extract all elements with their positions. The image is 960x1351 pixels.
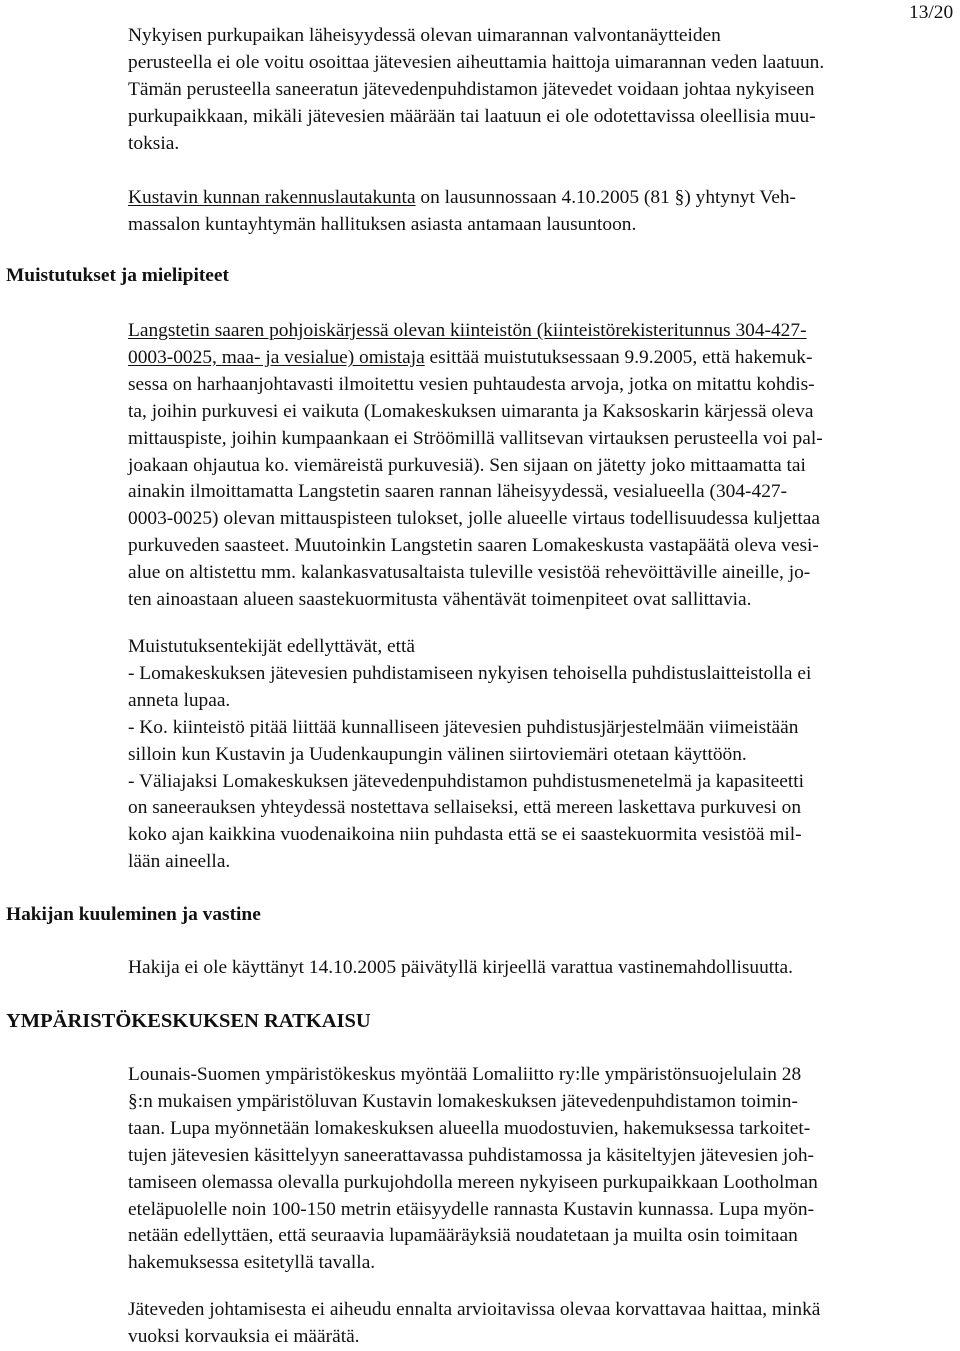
objection-paragraph: [128, 318, 954, 614]
text-line: vuoksi korvauksia ei määrätä.: [128, 1325, 360, 1347]
requirements-paragraph: [128, 634, 954, 876]
text-line: ta, joihin purkuvesi ei vaikuta (Lomakeskuksen uimaranta ja Kaksoskarin kärjessä oleva: [128, 400, 814, 422]
section-heading-decision: YMPÄRISTÖKESKUKSEN RATKAISU: [6, 1010, 371, 1032]
hearing-paragraph: [128, 955, 954, 982]
text-line: Tämän perusteella saneeratun jätevedenpuhdistamon jätevedet voidaan johtaa nykyiseen: [128, 78, 815, 100]
text-line: joakaan ohjautua ko. viemäreistä purkuvesiä). Sen sijaan on jätetty joko mittaamatta tai: [128, 454, 806, 476]
text-line: hakemuksessa esitetyllä tavalla.: [128, 1252, 376, 1274]
text-line: purkupaikkaan, mikäli jätevesien määrään tai laatuun ei ole odotettavissa oleellisia muu-: [128, 105, 816, 127]
text-line: ten ainoastaan alueen saastekuormitusta vähentävät toimenpiteet ovat sallittavia.: [128, 589, 752, 611]
text-line: lään aineella.: [128, 851, 231, 873]
text-line: massalon kuntayhtymän hallituksen asiasta antamaan lausuntoon.: [128, 213, 637, 235]
text-line: perusteella ei ole voitu osoittaa jätevesien aiheuttamia haittoja uimarannan veden laatuun.: [128, 51, 825, 73]
text-line: [128, 185, 954, 212]
text-line: Muistutuksentekijät edellyttävät, että: [128, 636, 416, 657]
intro-paragraph: [128, 23, 954, 158]
text-line: toksia.: [128, 132, 180, 154]
text-line: Lounais-Suomen ympäristökeskus myöntää Lomaliitto ry:lle ympäristönsuojelulain 28: [128, 1064, 802, 1085]
text-line: ainakin ilmoittamatta Langstetin saaren rannan läheisyydessä, vesialueella (304-427-: [128, 481, 788, 503]
text-line: alue on altistettu mm. kalankasvatusaltaista tuleville vesistöä rehevöittäville aineille, jo-: [128, 562, 811, 584]
statement-text: on lausunnossaan 4.10.2005 (81 §) yhtynyt Veh-: [415, 187, 796, 208]
text-line: [128, 318, 954, 345]
owner-underlined: 0003-0025, maa- ja vesialue) omistaja: [128, 346, 425, 368]
text-line: [128, 345, 954, 372]
text-line: - Väliajaksi Lomakeskuksen jätevedenpuhdistamon puhdistusmenetelmä ja kapasiteetti: [128, 770, 804, 792]
text-line: purkuveden saasteet. Muutoinkin Langstetin saaren Lomakeskusta vastapäätä oleva vesi-: [128, 535, 819, 557]
text-line: sessa on harhaanjohtavasti ilmoitettu vesien puhtaudesta arvoja, jotka on mitattu kohdis-: [128, 373, 815, 395]
property-description-underlined: Langstetin saaren pohjoiskärjessä olevan kiinteistön (kiinteistörekisteritunnus 304-427-: [128, 320, 807, 341]
closing-paragraph: [128, 1297, 954, 1351]
authority-name-underlined: Kustavin kunnan rakennuslautakunta: [128, 187, 416, 208]
section-heading-objections: Muistutukset ja mielipiteet: [6, 265, 229, 286]
section-heading-hearing: Hakijan kuuleminen ja vastine: [6, 904, 261, 925]
text-line: 0003-0025) olevan mittauspisteen tulokset, jolle alueelle virtaus todellisuudessa kuljettaa: [128, 508, 820, 530]
text-line: - Lomakeskuksen jätevesien puhdistamiseen nykyisen tehoisella puhdistuslaitteistolla ei: [128, 662, 812, 684]
text-line: Hakija ei ole käyttänyt 14.10.2005 päivätyllä kirjeellä varattua vastinemahdollisuutta.: [128, 957, 794, 978]
text-line: anneta lupaa.: [128, 689, 231, 711]
text-line: tujen jätevesien käsittelyyn saneerattavassa puhdistamossa ja käsiteltyjen jätevesien joh-: [128, 1144, 815, 1166]
text-line: taan. Lupa myönnetään lomakeskuksen alueella muodostuvien, hakemuksessa tarkoitet-: [128, 1117, 811, 1139]
text-line: on saneerauksen yhteydessä nostettava sellaiseksi, että mereen laskettava purkuvesi on: [128, 797, 802, 819]
text-line: eteläpuolelle noin 100-150 metrin etäisyydelle rannasta Kustavin kunnassa. Lupa myön-: [128, 1198, 815, 1220]
statement-paragraph: [128, 185, 954, 239]
text-line: §:n mukaisen ympäristöluvan Kustavin lomakeskuksen jätevedenpuhdistamon toimin-: [128, 1090, 798, 1112]
page-number: 13/20: [909, 2, 954, 23]
text-line: Nykyisen purkupaikan läheisyydessä olevan uimarannan valvontanäytteiden: [128, 25, 721, 46]
objection-text: esittää muistutuksessaan 9.9.2005, että hakemuk-: [424, 346, 813, 368]
text-line: - Ko. kiinteistö pitää liittää kunnalliseen jätevesien puhdistusjärjestelmään viimeistään: [128, 716, 799, 738]
text-line: tamiseen olemassa olevalla purkujohdolla mereen nykyiseen purkupaikkaan Lootholman: [128, 1171, 818, 1193]
text-line: netään edellyttäen, että seuraavia lupamääräyksiä noudatetaan ja muilta osin toimitaan: [128, 1225, 798, 1247]
text-line: mittauspiste, joihin kumpaankaan ei Ströömillä vallitsevan virtauksen perusteella voi pal-: [128, 427, 823, 449]
decision-paragraph: [128, 1062, 954, 1277]
text-line: Jäteveden johtamisesta ei aiheudu ennalta arvioitavissa olevaa korvattavaa haittaa, minkä: [128, 1299, 821, 1320]
text-line: koko ajan kaikkina vuodenaikoina niin puhdasta että se ei saastekuormita vesistöä mil-: [128, 824, 802, 846]
text-line: silloin kun Kustavin ja Uudenkaupungin välinen siirtoviemäri otetaan käyttöön.: [128, 743, 747, 765]
